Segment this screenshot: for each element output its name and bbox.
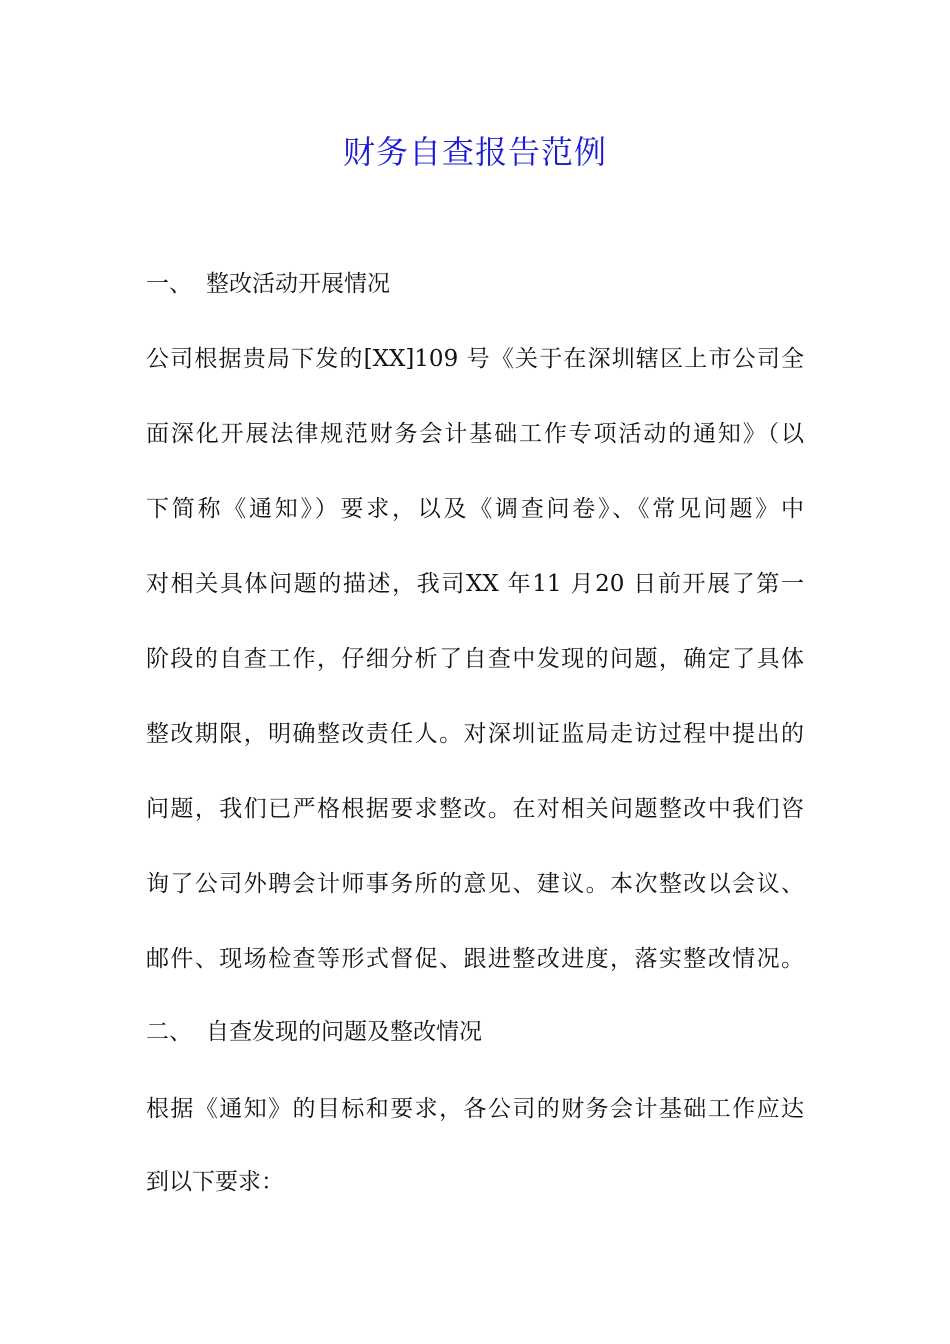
paragraph-line: 询了公司外聘会计师事务所的意见、建议。本次整改以会议、 xyxy=(146,871,804,897)
paragraph-line: 对相关具体问题的描述，我司XX 年11 月20 日前开展了第一 xyxy=(146,571,804,597)
section-heading-2 xyxy=(146,1016,482,1048)
section-number: 一、 xyxy=(146,271,192,297)
section-heading-1 xyxy=(146,268,390,300)
section-number: 二、 xyxy=(146,1019,192,1045)
paragraph-line: 面深化开展法律规范财务会计基础工作专项活动的通知》（以 xyxy=(146,421,804,447)
section-heading-text: 整改活动开展情况 xyxy=(206,271,390,297)
paragraph-line: 下简称《通知》）要求，以及《调查问卷》、《常见问题》中 xyxy=(146,496,804,522)
section-heading-text: 自查发现的问题及整改情况 xyxy=(206,1019,482,1045)
paragraph-line: 阶段的自查工作，仔细分析了自查中发现的问题，确定了具体 xyxy=(146,646,804,672)
paragraph-line: 整改期限，明确整改责任人。对深圳证监局走访过程中提出的 xyxy=(146,721,804,747)
paragraph-line: 公司根据贵局下发的[XX]109 号《关于在深圳辖区上市公司全 xyxy=(146,346,804,372)
paragraph-line: 问题，我们已严格根据要求整改。在对相关问题整改中我们咨 xyxy=(146,796,804,822)
paragraph-line: 邮件、现场检查等形式督促、跟进整改进度，落实整改情况。 xyxy=(146,946,804,972)
paragraph-line: 根据《通知》的目标和要求，各公司的财务会计基础工作应达 xyxy=(146,1096,804,1122)
document-title: 财务自查报告范例 xyxy=(342,133,607,171)
paragraph-line: 到以下要求： xyxy=(146,1169,284,1195)
